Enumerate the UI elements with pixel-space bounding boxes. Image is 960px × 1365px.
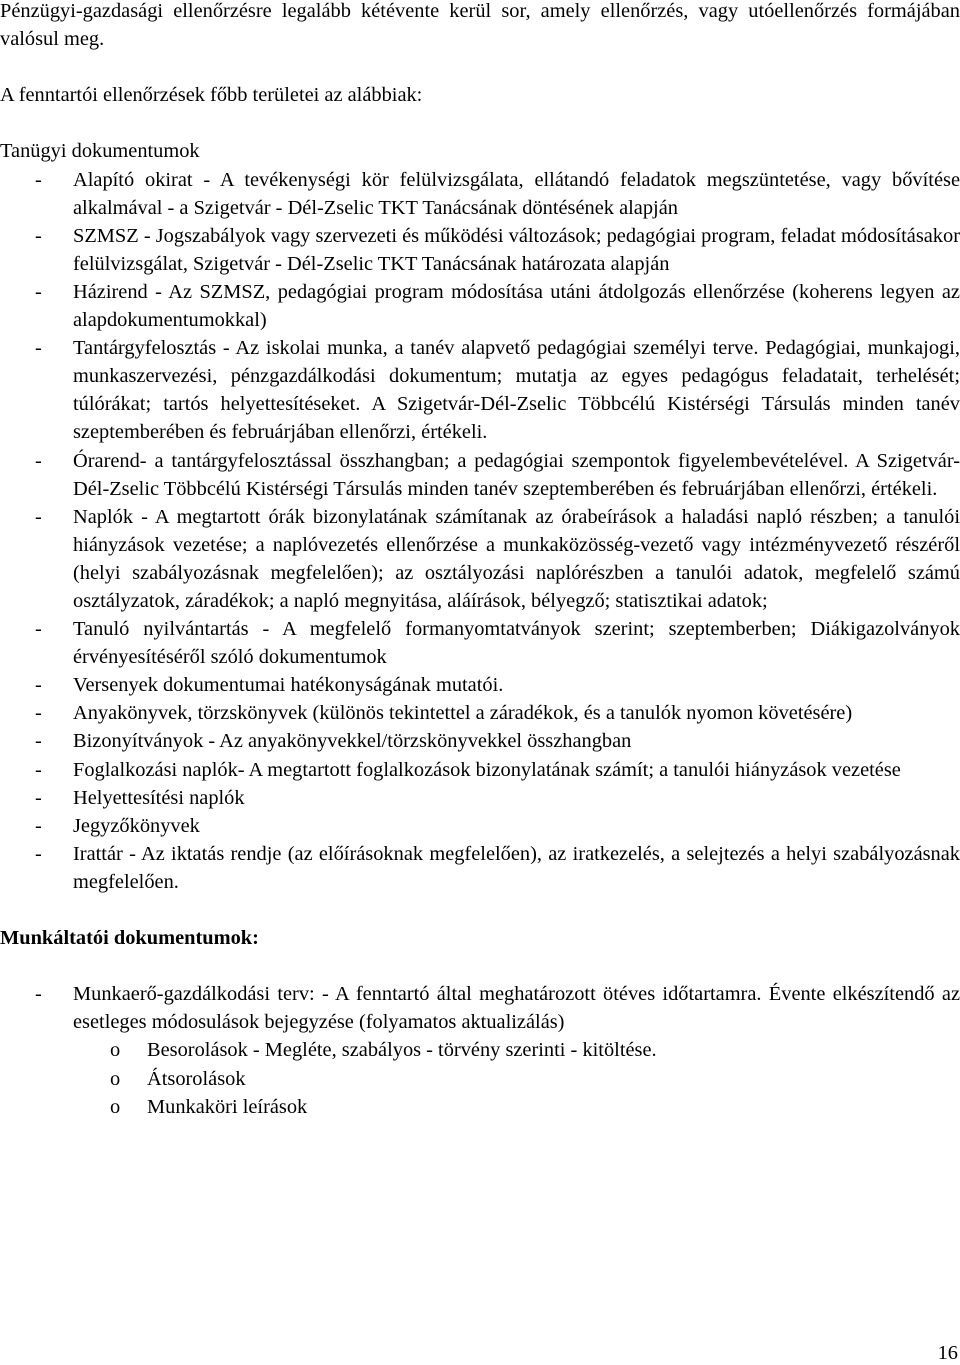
section-heading-tanugyi: Tanügyi dokumentumok xyxy=(0,140,200,163)
list-item: - Munkaerő-gazdálkodási terv: - A fenntartó által meghatározott ötéves időtartamra. Évente elkészítendő az esetleges módosulások bejegyzése (folyamatos aktualizálás) xyxy=(0,980,960,1036)
list-item: - Irattár - Az iktatás rendje (az előírásoknak megfelelően), az iratkezelés, a selejtezés a helyi szabályozásnak megfelelően. xyxy=(0,840,960,896)
spacer xyxy=(0,896,960,924)
tanugyi-list xyxy=(0,166,960,896)
sub-list-item: o Átsorolások xyxy=(0,1065,960,1093)
page-number: 16 xyxy=(937,1342,958,1364)
section-heading-munkaltatoi: Munkáltatói dokumentumok: xyxy=(0,927,259,950)
spacer xyxy=(0,109,960,137)
sub-list-item: o Besorolások - Megléte, szabályos - törvény szerinti - kitöltése. xyxy=(0,1036,960,1064)
list-item: - Anyakönyvek, törzskönyvek (különös tekintettel a záradékok, és a tanulók nyomon követésére) xyxy=(0,699,960,727)
list-item: - Naplók - A megtartott órák bizonylatának számítanak az órabeírások a haladási napló részben; a tanulói hiányzások vezetése; a naplóvezetés ellenőrzése a munkaközösség-vezető vagy intézményvezető részéről (helyi szabályozásnak megfelelően); az osztályozási naplórészben a tanulói adatok, megfelelő számú osztályzatok, záradékok; a napló megnyitása, aláírások, bélyegző; statisztikai adatok; xyxy=(0,503,960,615)
areas-intro: A fenntartói ellenőrzések főbb területei az alábbiak: xyxy=(0,84,423,107)
spacer xyxy=(0,53,960,81)
list-item: - Alapító okirat - A tevékenységi kör felülvizsgálata, ellátandó feladatok megszüntetése, vagy bővítése alkalmával - a Szigetvár - Dél-Zselic TKT Tanácsának döntésének alapján xyxy=(0,166,960,222)
munkaltatoi-list xyxy=(0,980,960,1036)
list-item: - Házirend - Az SZMSZ, pedagógiai program módosítása utáni átdolgozás ellenőrzése (koherens legyen az alapdokumentumokkal) xyxy=(0,278,960,334)
list-item: - Helyettesítési naplók xyxy=(0,784,960,812)
list-item: - Jegyzőkönyvek xyxy=(0,812,960,840)
list-item: - SZMSZ - Jogszabályok vagy szervezeti és működési változások; pedagógiai program, feladat módosításakor felülvizsgálat, Szigetvár - Dél-Zselic TKT Tanácsának határozata alapján xyxy=(0,222,960,278)
list-item: - Bizonyítványok - Az anyakönyvekkel/törzskönyvekkel összhangban xyxy=(0,727,960,755)
sub-list-item: o Munkaköri leírások xyxy=(0,1093,960,1121)
list-item: - Órarend- a tantárgyfelosztással összhangban; a pedagógiai szempontok figyelembevételével. A Szigetvár-Dél-Zselic Többcélú Kistérségi Társulás minden tanév szeptemberében és februárjában ellenőrzi, értékeli. xyxy=(0,447,960,503)
munkaltatoi-sublist xyxy=(0,1036,960,1120)
spacer xyxy=(0,952,960,980)
intro-paragraph: Pénzügyi-gazdasági ellenőrzésre legalább kétévente kerül sor, amely ellenőrzés, vagy utóellenőrzés formájában valósul meg. xyxy=(0,0,960,51)
list-item: - Tantárgyfelosztás - Az iskolai munka, a tanév alapvető pedagógiai személyi terve. Pedagógiai, munkajogi, munkaszervezési, pénzgazdálkodási dokumentum; mutatja az egyes pedagógus feladatait, terhelését; túlórákat; tartós helyettesítéseket. A Szigetvár-Dél-Zselic Többcélú Kistérségi Társulás minden tanév szeptemberében és februárjában ellenőrzi, értékeli. xyxy=(0,334,960,446)
list-item: - Foglalkozási naplók- A megtartott foglalkozások bizonylatának számít; a tanulói hiányzások vezetése xyxy=(0,756,960,784)
list-item: - Tanuló nyilvántartás - A megfelelő formanyomtatványok szerint; szeptemberben; Diákigazolványok érvényesítéséről szóló dokumentumok xyxy=(0,615,960,671)
list-item: - Versenyek dokumentumai hatékonyságának mutatói. xyxy=(0,671,960,699)
